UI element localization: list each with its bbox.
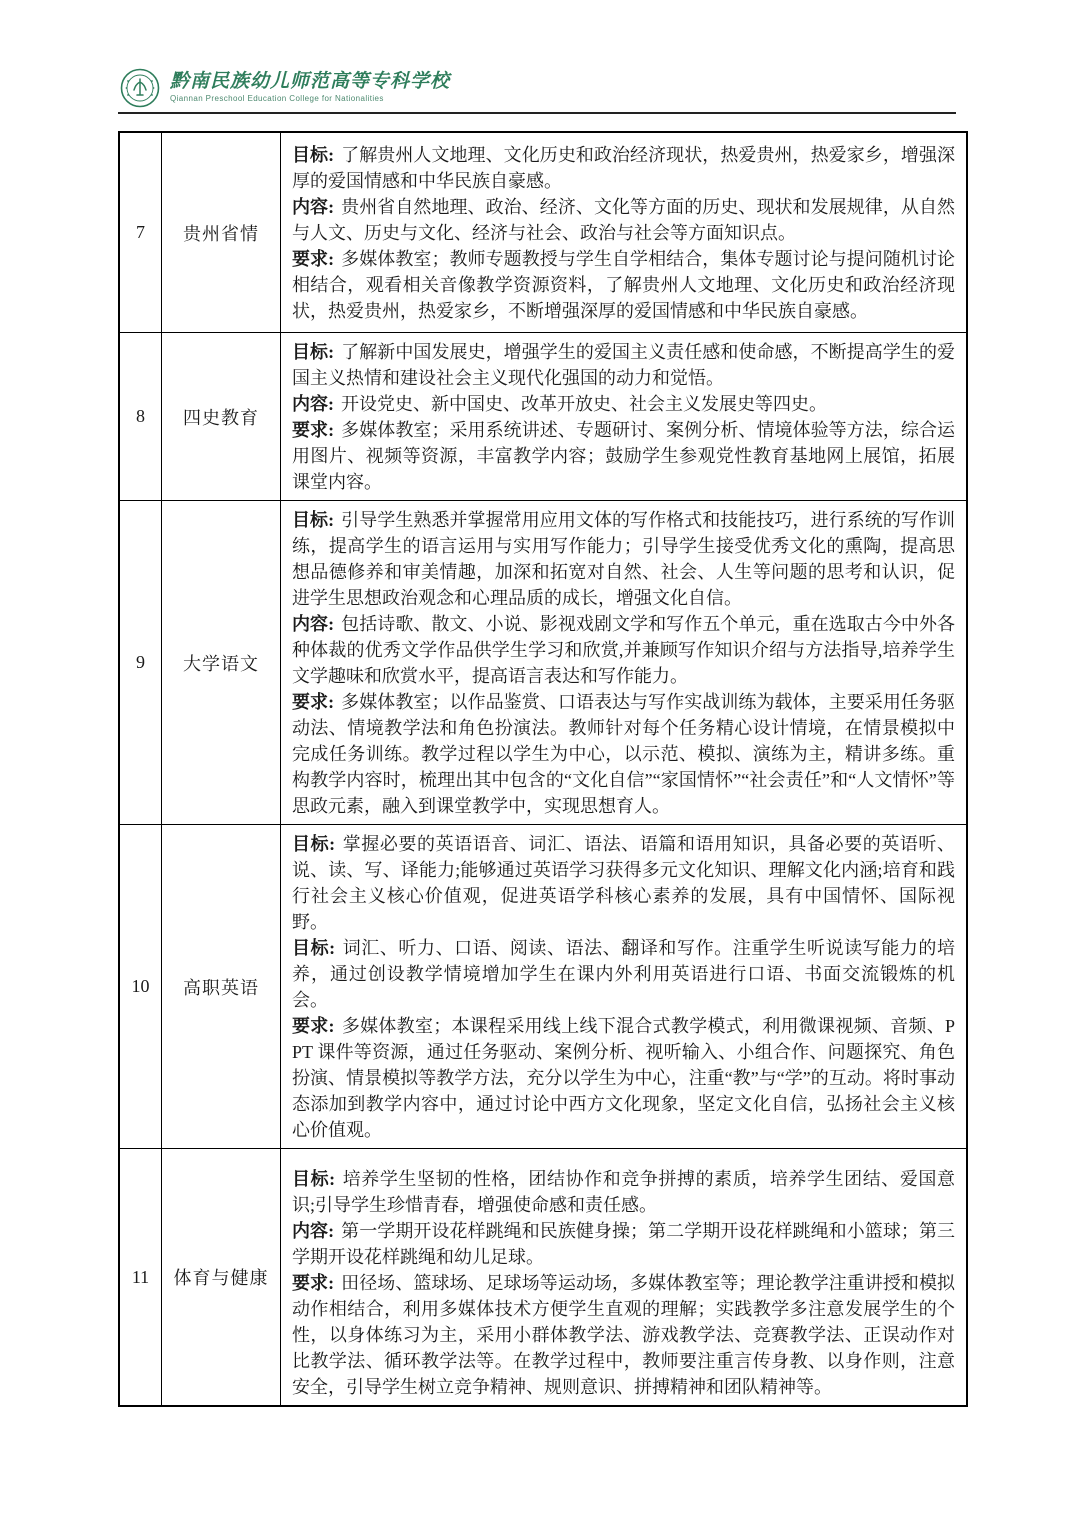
table-row (119, 1149, 967, 1407)
row-number: 11 (119, 1149, 162, 1407)
school-logo-icon (120, 68, 160, 108)
row-number: 9 (119, 501, 162, 825)
course-name: 体育与健康 (162, 1149, 281, 1407)
section-label: 目标: (292, 938, 336, 958)
section-requirement (292, 1013, 955, 1143)
section-goal (292, 142, 955, 194)
section-label: 要求: (292, 249, 335, 269)
section-label: 目标: (292, 342, 335, 362)
row-number: 7 (119, 132, 162, 333)
school-name-block (170, 72, 450, 104)
section-label: 目标: (292, 510, 335, 530)
table-row (119, 825, 967, 1149)
course-name: 四史教育 (162, 333, 281, 501)
row-number: 8 (119, 333, 162, 501)
school-brand (120, 68, 956, 108)
section-label: 要求: (292, 692, 335, 712)
school-name-english: Qiannan Preschool Education College for Nationalities (170, 94, 384, 104)
section-label: 要求: (292, 1273, 335, 1293)
section-label: 目标: (292, 145, 335, 165)
page-header (120, 68, 956, 108)
section-content (292, 391, 955, 417)
section-goal (292, 935, 955, 1013)
section-text: 开设党史、新中国史、改革开放史、社会主义发展史等四史。 (341, 394, 827, 414)
section-label: 内容: (292, 394, 334, 414)
section-text: 掌握必要的英语语音、词汇、语法、语篇和语用知识，具备必要的英语听、说、读、写、译能力;能够通过英语学习获得多元文化知识、理解文化内涵;培育和践行社会主义核心价值观，促进英语学科核心素养的发展，具有中国情怀、国际视野。 (292, 834, 955, 932)
section-requirement (292, 1270, 955, 1400)
table-row (119, 132, 967, 333)
course-description (281, 825, 968, 1149)
course-description (281, 132, 968, 333)
section-requirement (292, 417, 955, 495)
section-goal (292, 831, 955, 935)
row-number: 10 (119, 825, 162, 1149)
section-text: 第一学期开设花样跳绳和民族健身操；第二学期开设花样跳绳和小篮球；第三学期开设花样跳绳和幼儿足球。 (292, 1221, 955, 1267)
course-description (281, 1149, 968, 1407)
section-goal (292, 339, 955, 391)
section-text: 田径场、篮球场、足球场等运动场，多媒体教室等；理论教学注重讲授和模拟动作相结合，利用多媒体技术方便学生直观的理解；实践教学多注意发展学生的个性，以身体练习为主，采用小群体教学法、游戏教学法、竞赛教学法、正误动作对比教学法、循环教学法等。在教学过程中，教师要注重言传身教、以身作则，注意安全，引导学生树立竞争精神、规则意识、拼搏精神和团队精神等。 (292, 1273, 955, 1397)
section-text: 多媒体教室；以作品鉴赏、口语表达与写作实战训练为载体，主要采用任务驱动法、情境教学法和角色扮演法。教师针对每个任务精心设计情境，在情景模拟中完成任务训练。教学过程以学生为中心，以示范、模拟、演练为主，精讲多练。重构教学内容时，梳理出其中包含的“文化自信”“家国情怀”“社会责任”和“人文情怀”等思政元素，融入到课堂教学中，实现思想育人。 (292, 692, 955, 816)
section-content (292, 1218, 955, 1270)
section-text: 包括诗歌、散文、小说、影视戏剧文学和写作五个单元，重在选取古今中外各种体裁的优秀文学作品供学生学习和欣赏,并兼顾写作知识介绍与方法指导,培养学生文学趣味和欣赏水平，提高语言表达和写作能力。 (292, 614, 955, 686)
section-text: 词汇、听力、口语、阅读、语法、翻译和写作。注重学生听说读写能力的培养，通过创设教学情境增加学生在课内外利用英语进行口语、书面交流锻炼的机会。 (292, 938, 955, 1010)
section-content (292, 194, 955, 246)
section-label: 要求: (292, 1016, 335, 1036)
section-label: 内容: (292, 1221, 335, 1241)
section-label: 内容: (292, 614, 335, 634)
section-label: 目标: (292, 834, 336, 854)
section-text: 培养学生坚韧的性格，团结协作和竞争拼搏的素质，培养学生团结、爱国意识;引导学生珍惜青春，增强使命感和责任感。 (292, 1169, 955, 1215)
section-text: 多媒体教室；教师专题教授与学生自学相结合，集体专题讨论与提问随机讨论相结合，观看相关音像教学资源资料，了解贵州人文地理、文化历史和政治经济现状，热爱贵州，热爱家乡，不断增强深厚的爱国情感和中华民族自豪感。 (292, 249, 955, 321)
header-divider (118, 112, 956, 114)
section-text: 了解新中国发展史，增强学生的爱国主义责任感和使命感，不断提高学生的爱国主义热情和建设社会主义现代化强国的动力和觉悟。 (292, 342, 955, 388)
section-text: 多媒体教室；本课程采用线上线下混合式教学模式，利用微课视频、音频、PPT 课件等资源，通过任务驱动、案例分析、视听输入、小组合作、问题探究、角色扮演、情景模拟等教学方法，充分以学生为中心，注重“教”与“学”的互动。将时事动态添加到教学内容中，通过讨论中西方文化现象，坚定文化自信，弘扬社会主义核心价值观。 (292, 1016, 955, 1140)
section-text: 多媒体教室；采用系统讲述、专题研讨、案例分析、情境体验等方法，综合运用图片、视频等资源，丰富教学内容；鼓励学生参观党性教育基地网上展馆，拓展课堂内容。 (292, 420, 955, 492)
section-text: 引导学生熟悉并掌握常用应用文体的写作格式和技能技巧，进行系统的写作训练，提高学生的语言运用与实用写作能力；引导学生接受优秀文化的熏陶，提高思想品德修养和审美情趣，加深和拓宽对自然、社会、人生等问题的思考和认识，促进学生思想政治观念和心理品质的成长，增强文化自信。 (292, 510, 955, 608)
section-goal (292, 1166, 955, 1218)
table-row (119, 501, 967, 825)
course-description (281, 501, 968, 825)
course-description (281, 333, 968, 501)
section-requirement (292, 689, 955, 819)
section-label: 内容: (292, 197, 335, 217)
school-name-chinese: 黔南民族幼儿师范高等专科学校 (170, 71, 451, 93)
section-label: 要求: (292, 420, 335, 440)
section-text: 了解贵州人文地理、文化历史和政治经济现状，热爱贵州，热爱家乡，增强深厚的爱国情感和中华民族自豪感。 (292, 145, 955, 191)
course-name: 大学语文 (162, 501, 281, 825)
course-name: 贵州省情 (162, 132, 281, 333)
section-label: 目标: (292, 1169, 336, 1189)
section-content (292, 611, 955, 689)
table-row (119, 333, 967, 501)
section-requirement (292, 246, 955, 324)
section-text: 贵州省自然地理、政治、经济、文化等方面的历史、现状和发展规律，从自然与人文、历史与文化、经济与社会、政治与社会等方面知识点。 (292, 197, 955, 243)
course-table (118, 131, 968, 1407)
section-goal (292, 507, 955, 611)
course-name: 高职英语 (162, 825, 281, 1149)
